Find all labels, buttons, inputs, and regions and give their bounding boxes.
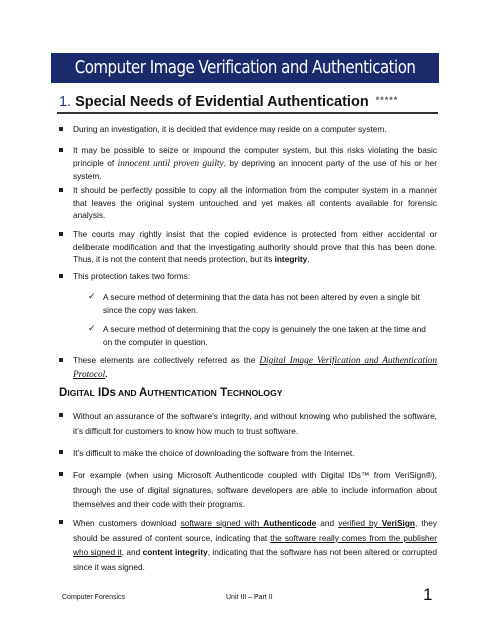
title-banner <box>51 53 439 83</box>
check-text: A secure method of determining that the data has not been altered by even a single bit since the copy was taken. <box>103 292 420 315</box>
page-number: 1 <box>423 585 433 604</box>
bullet-text: Without an assurance of the software’s integrity, and without knowing who published the software, it’s difficult for customers to know how much to trust software. <box>73 411 437 436</box>
section-number: 1. <box>59 94 72 110</box>
square-bullet-icon <box>59 472 63 476</box>
list-item <box>59 516 437 574</box>
bullet-text: It should be perfectly possible to copy all the information from the computer system in a manner that leaves the original system untouched and yet makes all contents available for forensic analysis. <box>73 185 437 221</box>
check-text: A secure method of determining that the copy is genuinely the one taken at the time and on the computer in question. <box>103 324 426 347</box>
list-item <box>59 228 437 266</box>
section-title: Special Needs of Evidential Authentication <box>75 94 369 110</box>
list-item <box>59 270 437 283</box>
section-heading <box>59 94 398 110</box>
footer-course: Computer Forensics <box>62 594 126 601</box>
heading-underline <box>57 112 438 114</box>
bullet-text: During an investigation, it is decided that evidence may reside on a computer system. <box>73 124 387 134</box>
square-bullet-icon <box>59 520 63 524</box>
check-item <box>88 291 437 316</box>
bullet-text: For example (when using Microsoft Authenticode coupled with Digital IDs™ from VeriSign®), through the use of digital signatures, software developers are able to include information about themselves and their code with their programs. <box>73 470 437 510</box>
square-bullet-icon <box>59 450 63 454</box>
list-item <box>59 184 437 222</box>
check-icon: ✓ <box>88 292 96 302</box>
bullet-text: It may be possible to seize or impound the computer system, but this risks violating the basic principle of innocent until proven guilty, by depriving an innocent party of the use of his or her system. <box>73 145 437 182</box>
italic-phrase: innocent until proven guilty <box>117 158 224 169</box>
square-bullet-icon <box>59 188 63 192</box>
footer-unit: Unit III – Part II <box>226 594 273 601</box>
square-bullet-icon <box>59 148 63 152</box>
square-bullet-icon <box>59 413 63 417</box>
document-title: Computer Image Verification and Authentication <box>74 58 416 78</box>
square-bullet-icon <box>59 358 63 362</box>
bullet-text: It’s difficult to make the choice of downloading the software from the Internet. <box>73 448 355 458</box>
list-item <box>59 446 437 461</box>
bullet-text: When customers download software signed with Authenticode and verified by VeriSign, they should be assured of content source, indicating that the software really comes from the publisher who signed it, and content integrity, indicating that the software has not been altered or corrupted since it was signed. <box>73 518 437 572</box>
list-item <box>59 409 437 438</box>
list-item <box>59 468 437 512</box>
square-bullet-icon <box>59 232 63 236</box>
bullet-text: These elements are collectively referred as the Digital Image Verification and Authentication Protocol. <box>73 355 437 380</box>
list-item <box>59 144 437 183</box>
check-item <box>88 323 437 348</box>
square-bullet-icon <box>59 127 63 131</box>
bullet-text: This protection takes two forms: <box>73 271 191 281</box>
bold-integrity: integrity <box>274 254 308 265</box>
section-stars: ***** <box>375 95 399 105</box>
bullet-text: The courts may rightly insist that the copied evidence is protected from either accidental or deliberate modification and that the investigating authority should prove that this has been done. Thus, it is not the content that needs protection, but its integrity. <box>73 229 437 265</box>
check-icon: ✓ <box>88 324 96 334</box>
square-bullet-icon <box>59 274 63 278</box>
list-item <box>59 354 437 381</box>
list-item <box>59 123 437 136</box>
protocol-link: Digital Image Verification and Authentication Protocol <box>73 356 437 380</box>
subsection-heading: DIGITAL IDs AND AUTHENTICATION TECHNOLOGY <box>59 387 283 399</box>
